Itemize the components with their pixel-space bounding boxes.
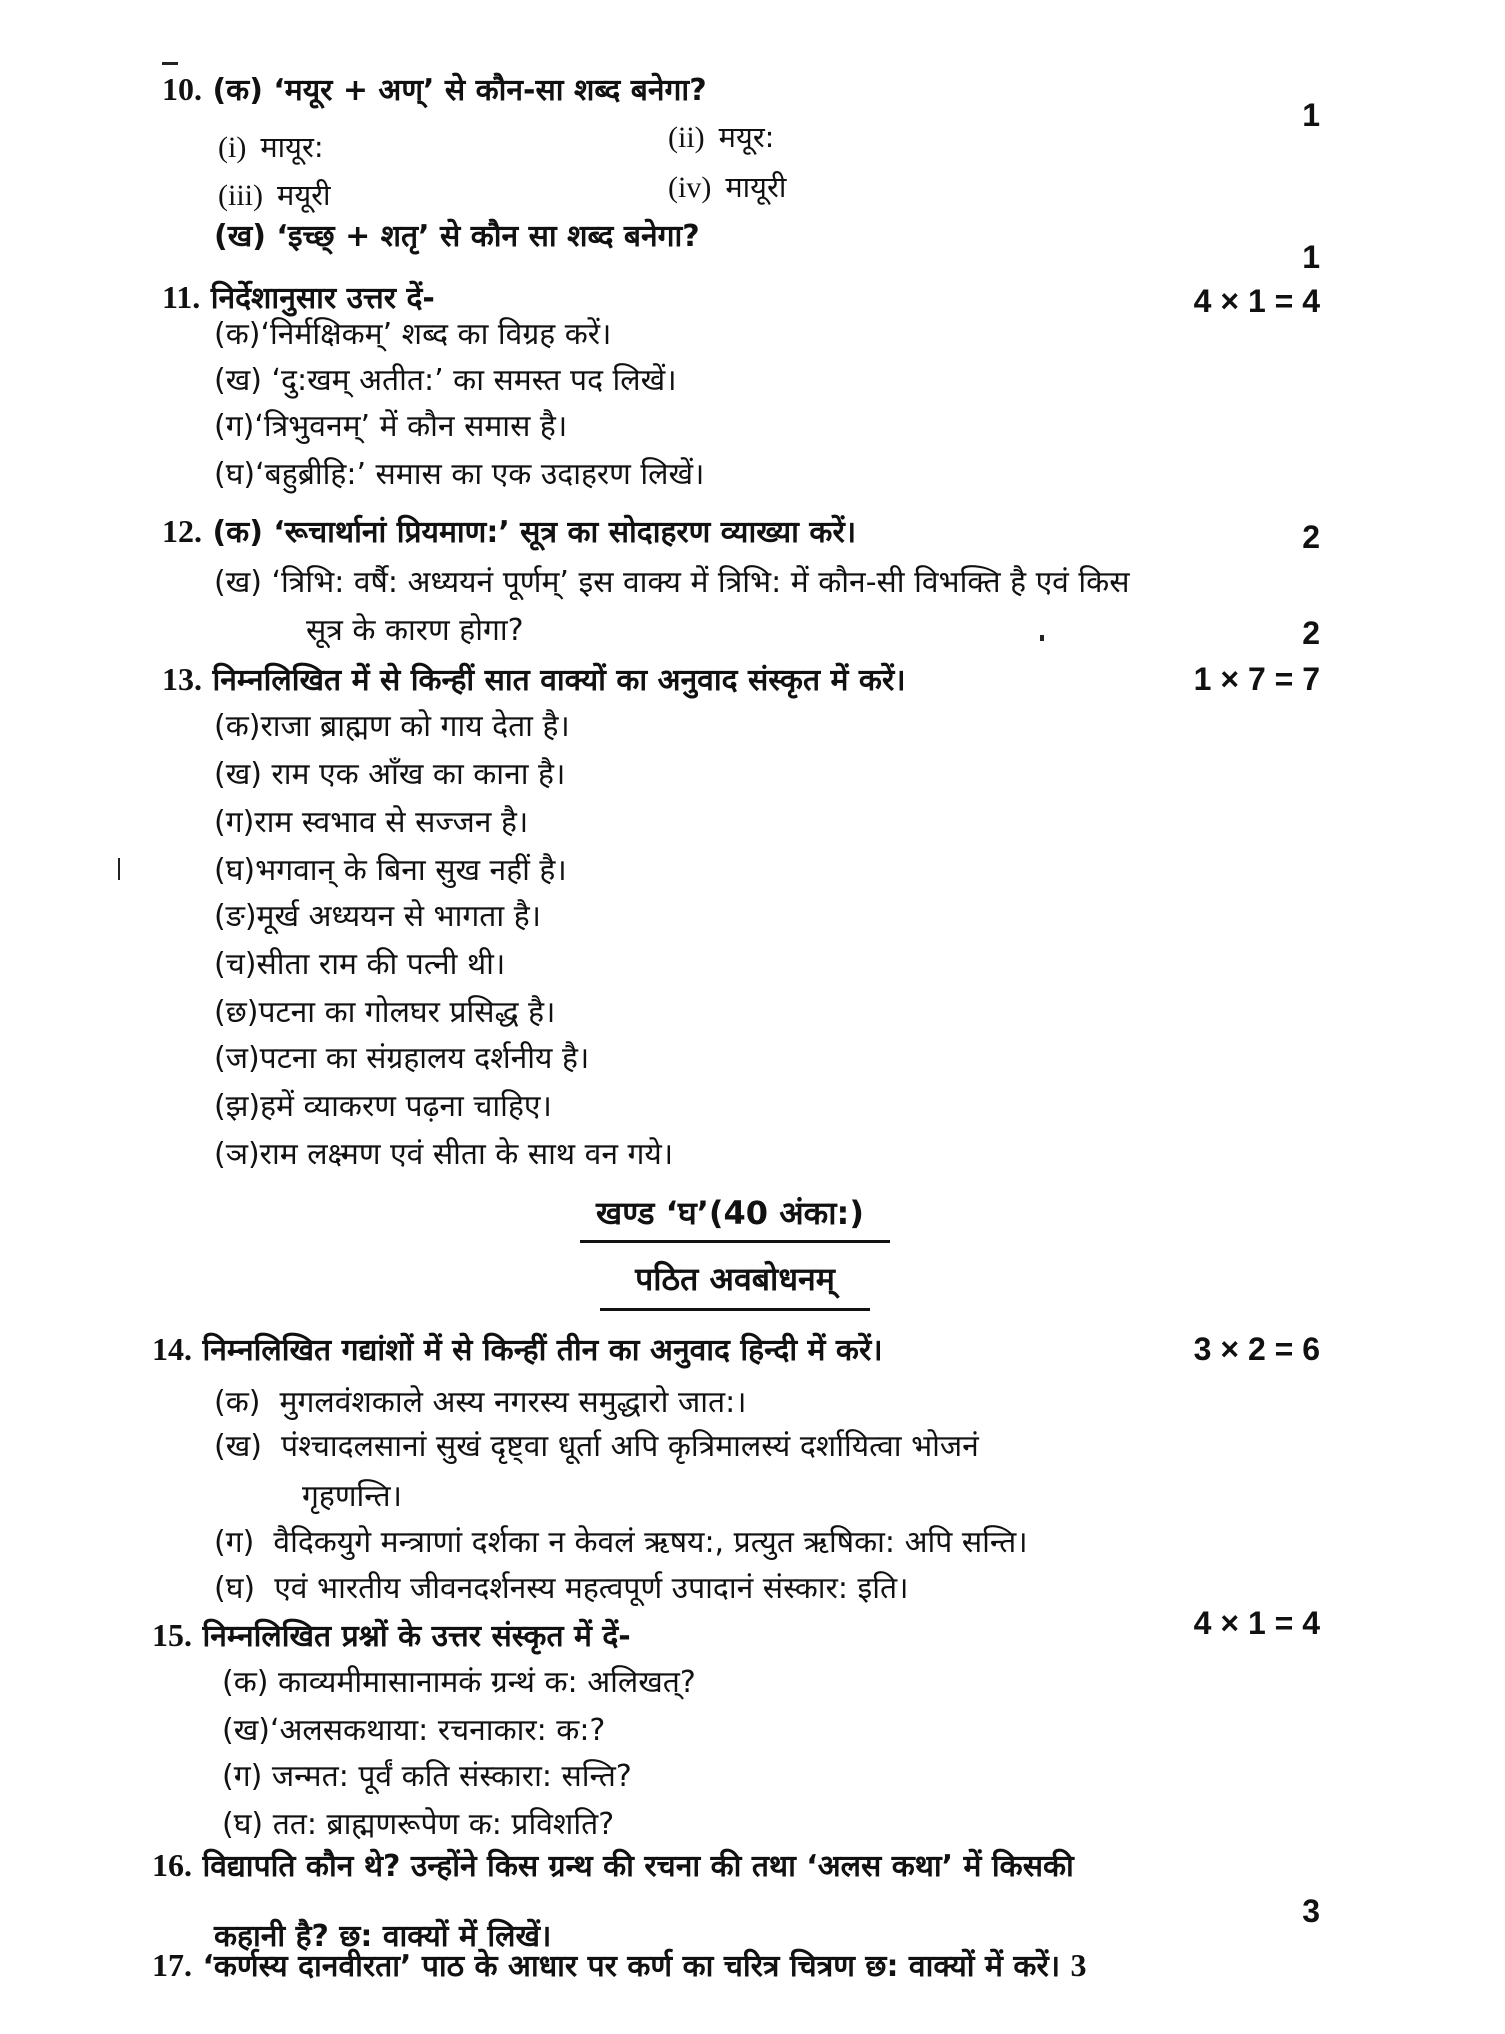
- marks: 3: [1302, 1893, 1320, 1929]
- item-text: ‘त्रिभि: वर्षै: अध्ययनं पूर्णम्’ इस वाक्य में त्रिभि: में कौन-सी विभक्ति है एवं किस: [271, 565, 1130, 600]
- list-item: (घ) तत: ब्राह्मणरूपेण क: प्रविशति?: [222, 1807, 615, 1842]
- marks: 4 × 1 = 4: [1193, 1605, 1320, 1641]
- item-text: ‘रूचार्थानां प्रियमाण:’ सूत्र का सोदाहरण व्याख्या करें।: [273, 515, 857, 550]
- list-item: (ख) पंश्चादलसानां सुखं दृष्ट्वा धूर्ता अपि कृत्रिमालस्यं दर्शायित्वा भोजनं: [214, 1429, 979, 1464]
- list-item: (ख) ‘दु:खम् अतीत:’ का समस्त पद लिखें।: [214, 363, 677, 398]
- option-ii: (ii) मयूर:: [668, 120, 775, 154]
- list-item: (ज)पटना का संग्रहालय दर्शनीय है।: [214, 1041, 590, 1076]
- question-number: 11.: [162, 279, 201, 315]
- question-14: [152, 1330, 883, 1370]
- question-text: निम्नलिखित गद्यांशों में से किन्हीं तीन का अनुवाद हिन्दी में करें।: [202, 1333, 883, 1368]
- scan-artifact: [118, 858, 120, 880]
- question-number: 17.: [152, 1947, 192, 1983]
- list-item: (झ)हमें व्याकरण पढ़ना चाहिए।: [214, 1089, 552, 1124]
- marks: 2: [1302, 519, 1320, 555]
- marks: 1: [1302, 97, 1320, 133]
- list-item: (च)सीता राम की पत्नी थी।: [214, 947, 506, 982]
- list-item: (ग) वैदिकयुगे मन्त्राणां दर्शका न केवलं ऋषय:, प्रत्युत ऋषिका: अपि सन्ति।: [214, 1525, 1028, 1560]
- list-item: (घ)‘बहुब्रीहि:’ समास का एक उदाहरण लिखें।: [214, 457, 705, 492]
- question-10-b: [214, 218, 700, 256]
- list-item: (क)राजा ब्राह्मण को गाय देता है।: [214, 709, 570, 744]
- list-item: (ख) राम एक आँख का काना है।: [214, 757, 566, 792]
- item-label: (क): [212, 515, 263, 550]
- question-number: 13.: [162, 661, 202, 697]
- list-item: (ग) जन्मत: पूर्वं कति संस्कारा: सन्ति?: [222, 1759, 632, 1794]
- question-15: [152, 1616, 631, 1656]
- question-text: निर्देशानुसार उत्तर दें-: [210, 281, 435, 316]
- list-item: (घ)भगवान् के बिना सुख नहीं है।: [214, 853, 567, 888]
- question-number: 16.: [152, 1847, 192, 1883]
- question-17: [152, 1946, 1087, 1986]
- section-subtitle-underline: [600, 1308, 870, 1311]
- question-13: [162, 660, 906, 700]
- question-number: 12.: [162, 513, 202, 549]
- question-number: 10.: [162, 71, 202, 107]
- question-text: ‘कर्णस्य दानवीरता’ पाठ के आधार पर कर्ण का चरित्र चित्रण छ: वाक्यों में करें।: [202, 1949, 1061, 1984]
- item-label: (ख): [214, 219, 266, 254]
- question-12-b-cont: सूत्र के कारण होगा?: [306, 613, 524, 648]
- question-16-cont: कहानी है? छ: वाक्यों में लिखें।: [214, 1919, 552, 1954]
- question-number: 14.: [152, 1331, 192, 1367]
- question-16: [152, 1846, 1074, 1886]
- question-text: निम्नलिखित प्रश्नों के उत्तर संस्कृत में दें-: [202, 1619, 631, 1654]
- section-title: खण्ड ‘घ’(40 अंका:): [596, 1194, 864, 1232]
- item-label: (क): [212, 73, 263, 108]
- list-item: (ग)‘त्रिभुवनम्’ में कौन समास है।: [214, 409, 568, 444]
- item-text: ‘इच्छ् + शतृ’ से कौन सा शब्द बनेगा?: [276, 219, 700, 254]
- list-item: (ञ)राम लक्ष्मण एवं सीता के साथ वन गये।: [214, 1137, 674, 1172]
- option-iv: (iv) मायूरी: [668, 170, 787, 204]
- marks: 3 × 2 = 6: [1193, 1331, 1320, 1367]
- list-item-cont: गृहणन्ति।: [302, 1479, 402, 1514]
- list-item: (छ)पटना का गोलघर प्रसिद्ध है।: [214, 995, 556, 1030]
- question-text: विद्यापति कौन थे? उन्होंने किस ग्रन्थ की रचना की तथा ‘अलस कथा’ में किसकी: [202, 1849, 1074, 1884]
- list-item: (ख)‘अलसकथाया: रचनाकार: क:?: [222, 1713, 606, 1748]
- marks: 4 × 1 = 4: [1193, 283, 1320, 319]
- scan-artifact: [1040, 635, 1044, 641]
- question-12-a: [162, 512, 856, 552]
- section-subtitle: पठित अवबोधनम्: [635, 1260, 835, 1298]
- option-iii: (iii) मयूरी: [218, 178, 331, 212]
- question-12-b: [214, 564, 1130, 602]
- marks: 1: [1302, 239, 1320, 275]
- section-title-underline: [580, 1240, 890, 1243]
- list-item: (घ) एवं भारतीय जीवनदर्शनस्य महत्वपूर्ण उपादानं संस्कार: इति।: [214, 1571, 909, 1606]
- scan-artifact: [162, 62, 178, 65]
- option-i: (i) मायूर:: [218, 130, 324, 164]
- marks: 2: [1302, 615, 1320, 651]
- question-10-a: [162, 70, 707, 110]
- list-item: (क) काव्यमीमासानामकं ग्रन्थं क: अलिखत्?: [222, 1665, 696, 1700]
- list-item: (क)‘निर्मक्षिकम्’ शब्द का विग्रह करें।: [214, 317, 612, 352]
- item-text: ‘मयूर + अण्’ से कौन-सा शब्द बनेगा?: [273, 73, 707, 108]
- question-text: निम्नलिखित में से किन्हीं सात वाक्यों का अनुवाद संस्कृत में करें।: [212, 663, 906, 698]
- list-item: (ङ)मूर्ख अध्ययन से भागता है।: [214, 899, 542, 934]
- question-11: [162, 278, 435, 318]
- question-number: 15.: [152, 1617, 192, 1653]
- marks: 3: [1070, 1947, 1087, 1983]
- list-item: (क) मुगलवंशकाले अस्य नगरस्य समुद्धारो जात:।: [214, 1385, 747, 1420]
- item-label: (ख): [214, 565, 262, 600]
- marks: 1 × 7 = 7: [1193, 661, 1320, 697]
- list-item: (ग)राम स्वभाव से सज्जन है।: [214, 805, 529, 840]
